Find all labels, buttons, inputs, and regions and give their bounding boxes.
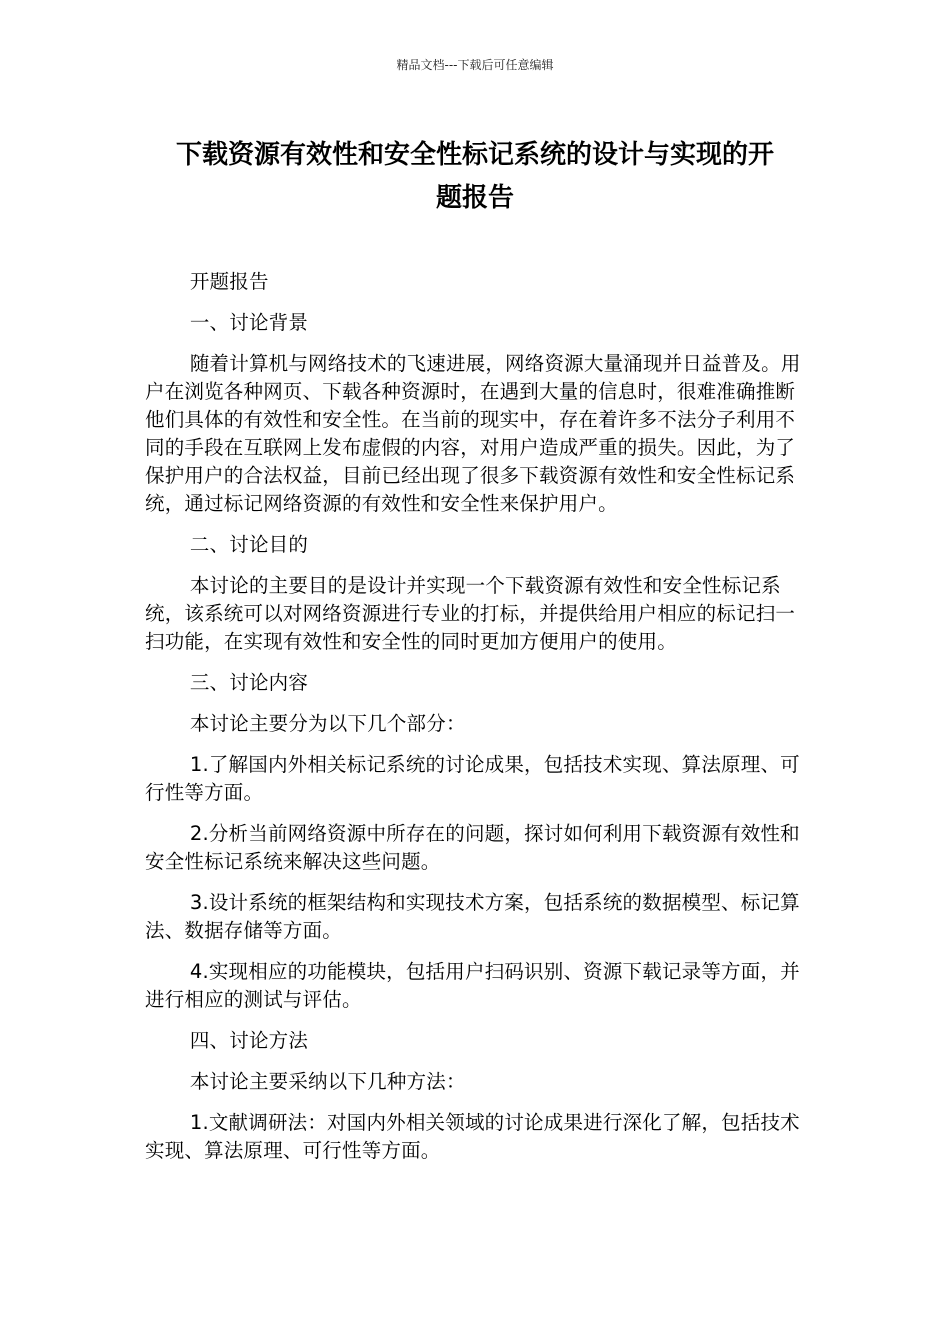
section-heading-purpose: 二、讨论目的 xyxy=(189,533,309,556)
content-intro-paragraph: 本讨论主要分为以下几个部分： xyxy=(189,712,466,735)
section-heading-content: 三、讨论内容 xyxy=(189,671,309,694)
background-paragraph: 随着计算机与网络技术的飞速进展，网络资源大量涌现并日益普及。用户在浏览各种网页、下载各种资源时，在遇到大量的信息时，很难准确推断他们具体的有效性和安全性。在当前的现实中，存在着许多不法分子利用不同的手段在互联网上发布虚假的内容，对用户造成严重的损失。因此，为了保护用户的合法权益，目前已经出现了很多下载资源有效性和安全性标记系统，通过标记网络资源的有效性和安全性来保护用户。 xyxy=(145,352,801,515)
section-heading-methods: 四、讨论方法 xyxy=(189,1029,309,1052)
methods-intro-paragraph: 本讨论主要采纳以下几种方法： xyxy=(189,1070,466,1093)
section-heading-background: 一、讨论背景 xyxy=(189,311,309,334)
purpose-paragraph: 本讨论的主要目的是设计并实现一个下载资源有效性和安全性标记系统，该系统可以对网络资源进行专业的打标，并提供给用户相应的标记扫一扫功能，在实现有效性和安全性的同时更加方便用户的使用。 xyxy=(145,574,796,653)
document-title xyxy=(140,134,810,220)
report-label: 开题报告 xyxy=(189,270,269,293)
content-item-2: 2.分析当前网络资源中所存在的问题，探讨如何利用下载资源有效性和安全性标记系统来解决这些问题。 xyxy=(145,822,800,873)
document-body xyxy=(145,268,810,1178)
page-header: 精品文档---下载后可任意编辑 xyxy=(396,58,554,72)
content-item-3: 3.设计系统的框架结构和实现技术方案，包括系统的数据模型、标记算法、数据存储等方面。 xyxy=(145,891,800,942)
content-item-4: 4.实现相应的功能模块，包括用户扫码识别、资源下载记录等方面，并进行相应的测试与评估。 xyxy=(145,960,800,1011)
methods-item-1: 1.文献调研法：对国内外相关领域的讨论成果进行深化了解，包括技术实现、算法原理、可行性等方面。 xyxy=(145,1111,800,1162)
document-title-line-2: 题报告 xyxy=(435,183,514,213)
document-title-line-1: 下载资源有效性和安全性标记系统的设计与实现的开 xyxy=(175,140,774,170)
content-item-1: 1.了解国内外相关标记系统的讨论成果，包括技术实现、算法原理、可行性等方面。 xyxy=(145,753,800,804)
